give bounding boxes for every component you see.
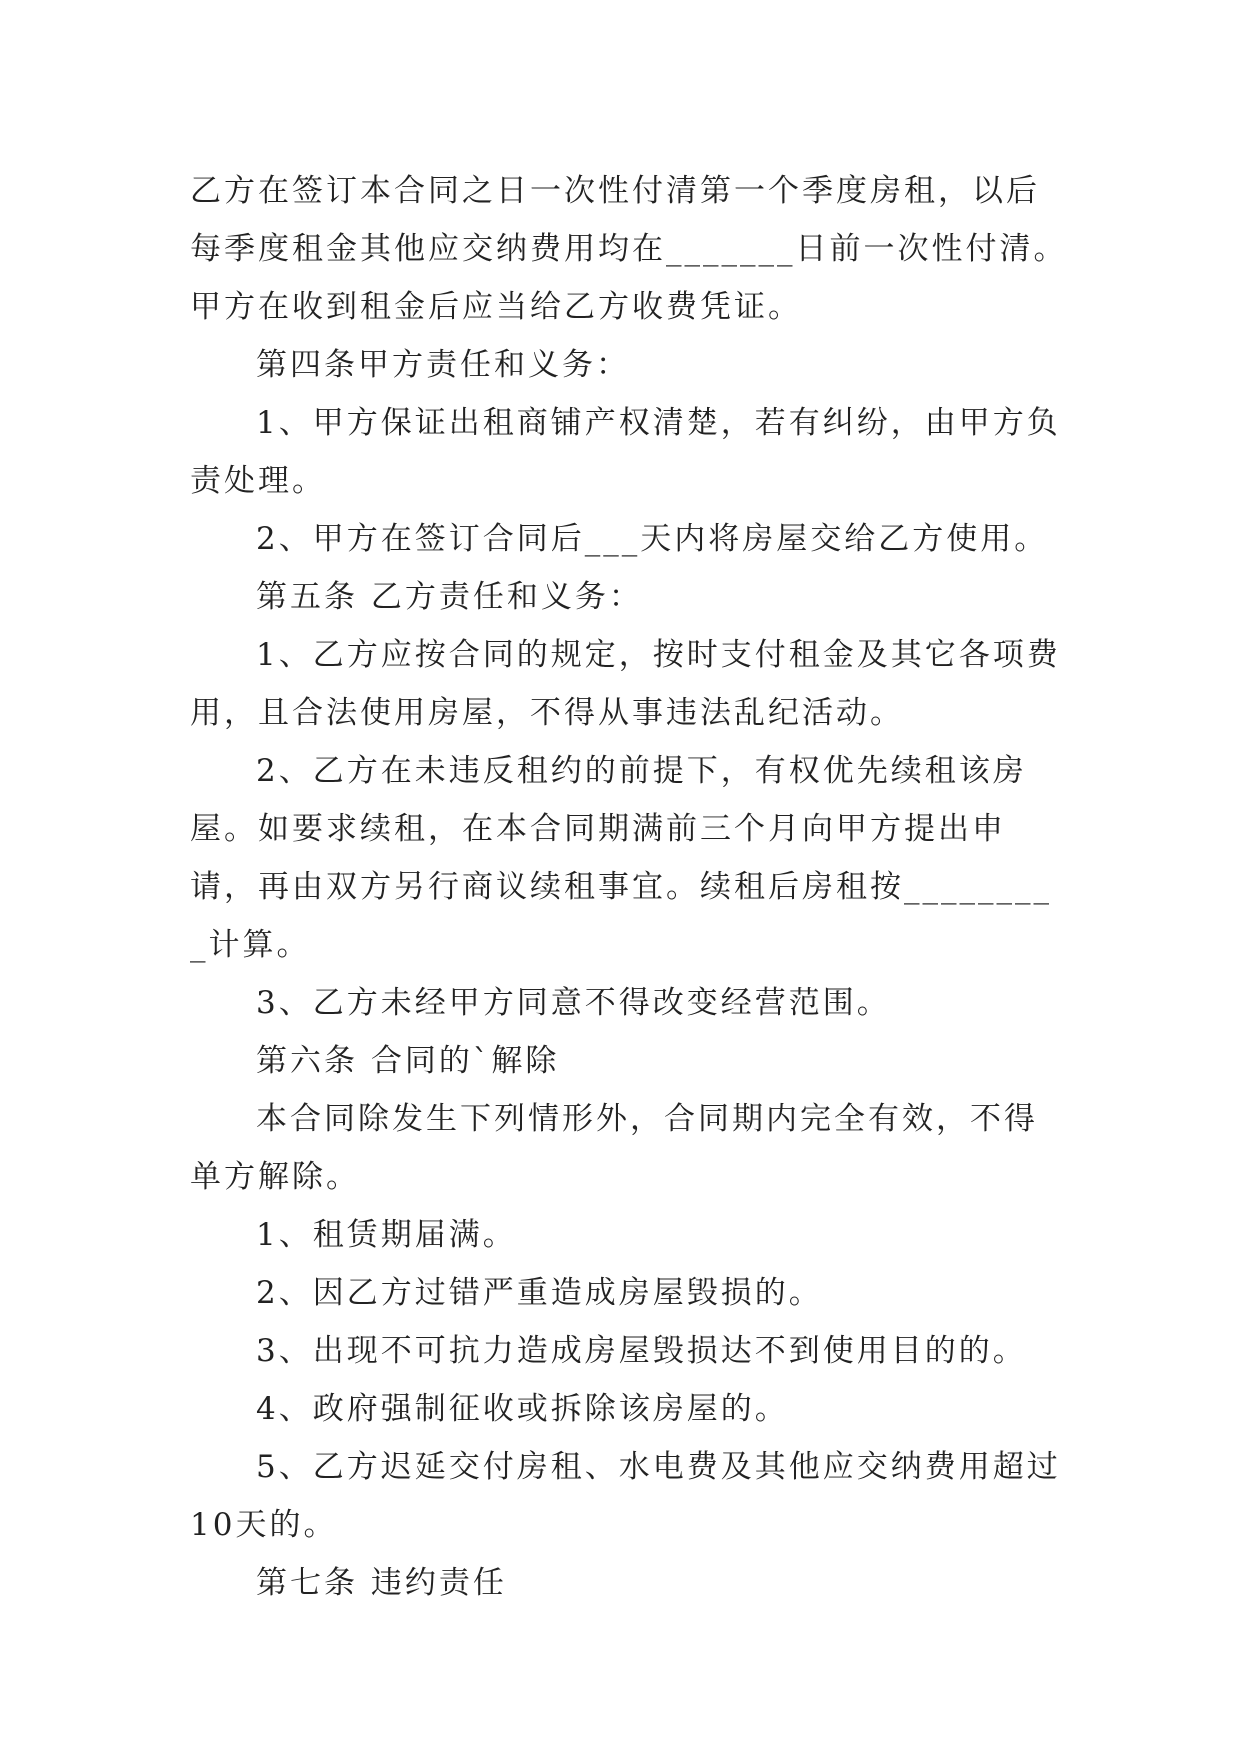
paragraph-article-4-item-2: 2、甲方在签订合同后___天内将房屋交给乙方使用。 [256,521,1049,557]
paragraph-article-5-item-3: 3、乙方未经甲方同意不得改变经营范围。 [256,985,891,1021]
heading-article-4: 第四条甲方责任和义务： [256,347,630,383]
paragraph-article-6-item-3: 3、出现不可抗力造成房屋毁损达不到使用目的的。 [256,1333,1027,1369]
paragraph-article-5-item-2: 2、乙方在未违反租约的前提下，有权优先续租该房屋。如要求续租，在本合同期满前三个月向甲方提出申请，再由双方另行商议续租事宜。续租后房租按_________计算。 [190,753,1052,963]
paragraph-article-5-item-1: 1、乙方应按合同的规定，按时支付租金及其它各项费用，且合法使用房屋，不得从事违法乱纪活动。 [190,637,1061,731]
paragraph-article-6-item-5: 5、乙方迟延交付房租、水电费及其他应交纳费用超过10天的。 [190,1449,1061,1543]
document-body [190,162,1070,1612]
paragraph-article-6-item-2: 2、因乙方过错严重造成房屋毁损的。 [256,1275,823,1311]
paragraph-article-6-item-4: 4、政府强制征收或拆除该房屋的。 [256,1391,789,1427]
heading-article-6: 第六条 合同的`解除 [256,1043,560,1079]
paragraph-article-6-item-1: 1、租赁期届满。 [256,1217,517,1253]
paragraph-payment-terms: 乙方在签订本合同之日一次性付清第一个季度房租，以后每季度租金其他应交纳费用均在_______日前一次性付清。甲方在收到租金后应当给乙方收费凭证。 [190,173,1068,325]
paragraph-article-6-intro: 本合同除发生下列情形外，合同期内完全有效，不得单方解除。 [190,1101,1038,1195]
paragraph-article-4-item-1: 1、甲方保证出租商铺产权清楚，若有纠纷，由甲方负责处理。 [190,405,1061,499]
heading-article-7: 第七条 违约责任 [256,1565,507,1601]
heading-article-5: 第五条 乙方责任和义务： [256,579,643,615]
